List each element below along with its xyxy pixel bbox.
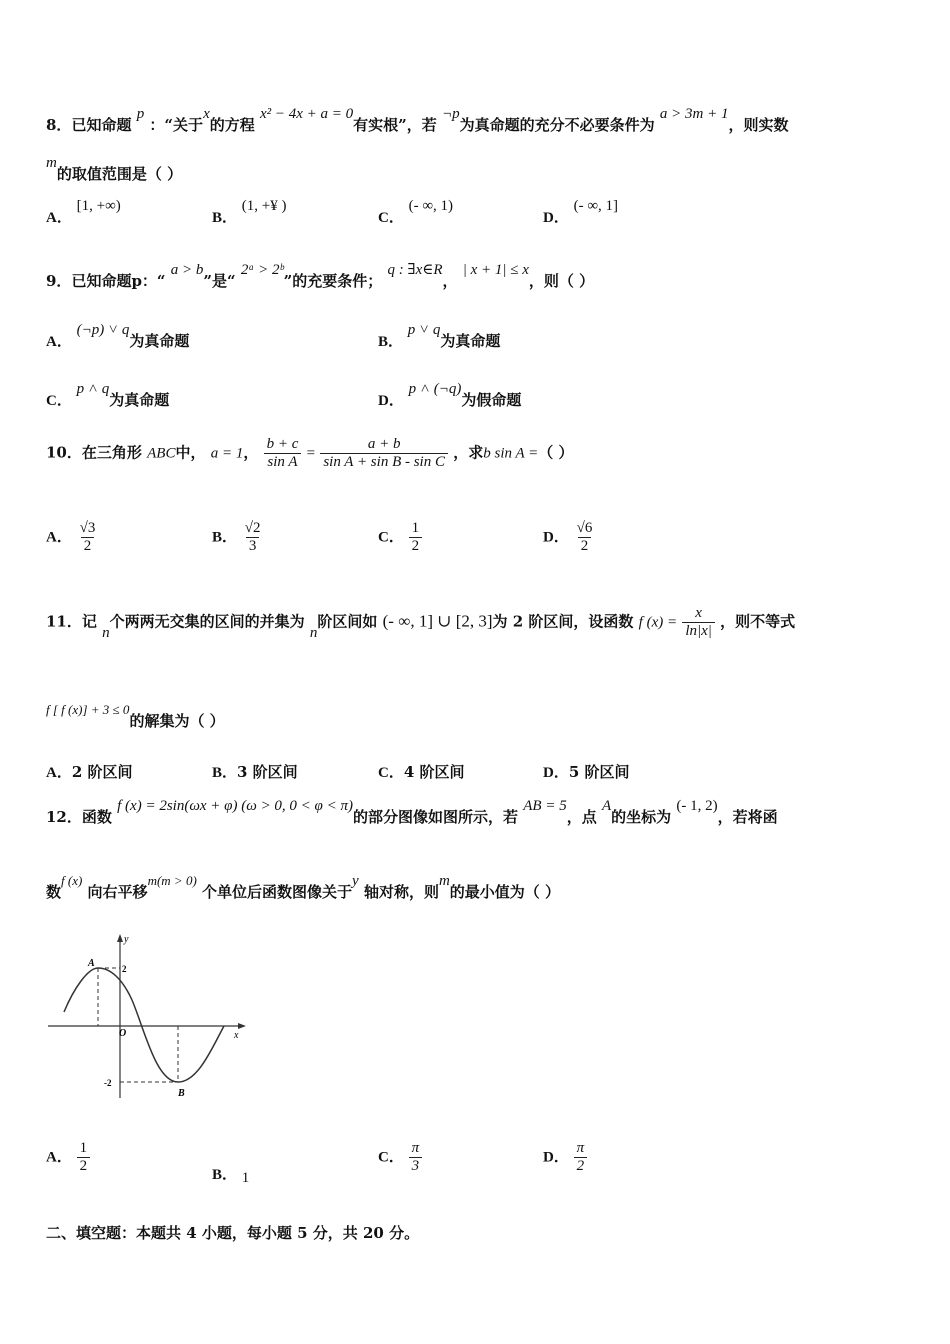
q8-option-d: D． (- ∞, 1] (543, 198, 619, 226)
q12-line2: 数f (x) 向右平移m(m > 0) 个单位后函数图像关于y 轴对称，则m的最小值为（ ） (46, 873, 561, 901)
y-axis-label: y (124, 934, 129, 945)
tick-label-bottom: -2 (104, 1078, 112, 1088)
q9-line1: 9．已知命题p：“ a > b”是“ 2ᵃ > 2ᵇ”的充要条件； q : ∃x∈R， | x + 1| ≤ x，则（ ） (46, 262, 595, 290)
q10-fraction-right: $\frac{a + b}{\text{sin A + sin B - sin C}}$ (320, 436, 448, 471)
q8-line1: 8．已知命题 p ：“关于x的方程 x² − 4x + a = 0有实根”，若 ¬p为真命题的充分不必要条件为 a > 3m + 1，则实数 (46, 106, 789, 134)
q10-option-c: C． $\frac{1}{2}$ (378, 520, 422, 555)
q11-fraction: $\frac{x}{\ln|x|}$ (682, 605, 715, 640)
q11-option-d: D．5 阶区间 (543, 763, 630, 781)
origin-label: O (119, 1028, 127, 1039)
tick-label-top: 2 (122, 964, 127, 974)
sine-graph (40, 928, 260, 1108)
q11-option-a: A．2 阶区间 (46, 763, 133, 781)
q8-option-b: B． (1, +¥ ) (212, 198, 287, 226)
q12-option-b: B． 1 (212, 1167, 250, 1186)
q11-line2: f [ f (x)] + 3 ≤ 0的解集为（ ） (46, 702, 225, 730)
q10-option-d: D． $\frac{√6}{2}$ (543, 520, 593, 554)
section-2-heading: 二、填空题：本题共 4 小题，每小题 5 分，共 20 分。 (46, 1224, 420, 1242)
q11-option-b: B．3 阶区间 (212, 763, 298, 781)
q8-option-a: A． [1, +∞) (46, 198, 121, 226)
x-axis (48, 1023, 246, 1029)
q8-option-c: C． (- ∞, 1) (378, 198, 454, 226)
x-axis-label: x (234, 1030, 239, 1041)
q12-line1: 12．函数 f (x) = 2sin(ωx + φ) (ω > 0, 0 < φ < π)的部分图像如图所示，若 AB = 5，点 A的坐标为 (- 1, 2)，若将函 (46, 798, 778, 826)
q10-option-a: A． $\frac{√3}{2}$ (46, 520, 96, 554)
q12-option-d: D． $\frac{\pi}{2}$ (543, 1140, 587, 1175)
q11-option-c: C．4 阶区间 (378, 763, 465, 781)
q10-option-b: B． $\frac{√2}{3}$ (212, 520, 261, 554)
q8-line2: m的取值范围是（ ） (46, 155, 183, 183)
q9-option-d: D． p ˄ (¬q)为假命题 (378, 381, 522, 409)
q12-option-a: A． $\frac{1}{2}$ (46, 1140, 90, 1175)
q12-option-c: C． $\frac{\pi}{3}$ (378, 1140, 422, 1175)
sine-curve (64, 968, 224, 1082)
q9-option-b: B． p ˅ q为真命题 (378, 322, 501, 350)
q9-option-c: C． p ˄ q为真命题 (46, 381, 170, 409)
y-axis (117, 934, 123, 1098)
point-a-label: A (88, 958, 95, 969)
point-b-label: B (178, 1088, 185, 1099)
q11-line1: 11．记 n个两两无交集的区间的并集为 n阶区间如 (- ∞, 1] ∪ [2, 3]为 2 阶区间，设函数 f (x) = $\frac{x}{\ln|x|}$ ，则不等式 (46, 605, 796, 641)
q10-line: 10．在三角形 ABC中， a = 1， $\frac{b + c}{\text{sin A}}$ = $\frac{a + b}{\text{sin A + sin B - sin C}}$ ，求b sin A =（ ） (46, 436, 574, 470)
q10-fraction-left: $\frac{b + c}{\text{sin A}}$ (264, 436, 302, 471)
q9-option-a: A． (¬p) ˅ q为真命题 (46, 322, 190, 350)
